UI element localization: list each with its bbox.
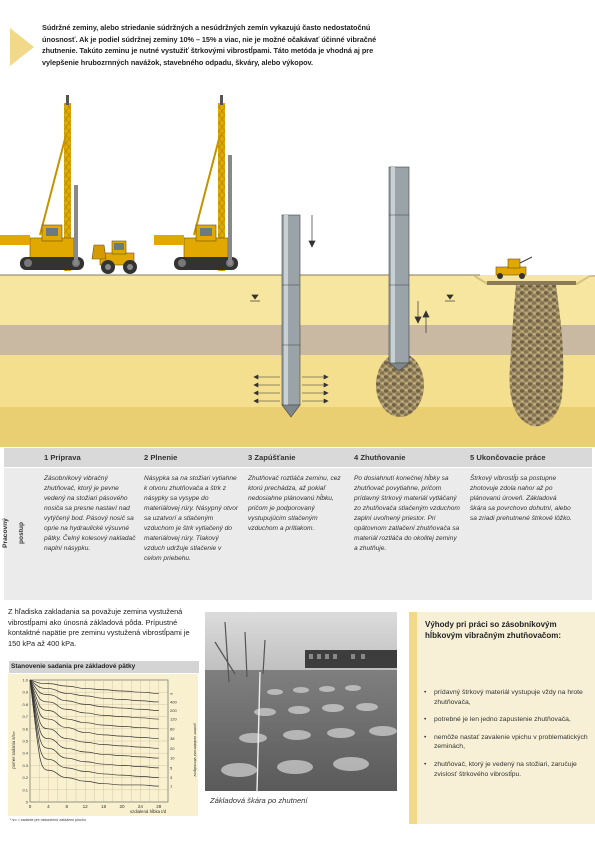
step-3-title: 3 Zapúšťanie xyxy=(248,453,296,462)
advantage-text: prídavný štrkový materiál vystupuje vždy na hrote zhutňovača, xyxy=(434,689,583,706)
foundation-paragraph: Z hľadiska zakladania sa považuje zemina vystužená vibrostĺpami ako únosná základová pôda. Prípustné kontaktné napätie pre zeminu vystužená vibrostĺpami je 150 kPa až 400 kPa. xyxy=(8,607,190,648)
chart-series-label: 3 xyxy=(170,775,173,781)
chart-x-axis-label: vzdialená hĺbka t/d xyxy=(129,809,167,814)
foundation-photo xyxy=(205,612,397,791)
chart-x-tick-label: 16 xyxy=(101,804,107,809)
chart-footnote: * s∞ = sadanie pre nekonečnú zaťaženú plochu xyxy=(10,818,86,822)
advantage-item xyxy=(424,760,592,779)
chart-y-tick-label: 0.4 xyxy=(22,750,28,756)
chart-x-tick-label: 8 xyxy=(65,804,69,809)
finished-gravel-columns xyxy=(510,285,564,426)
wheel-loader xyxy=(92,241,137,274)
intro-paragraph: Súdržné zeminy, alebo striedanie súdržných a nesúdržných zemín vykazujú často nedostatočnú únosnosť. Ak je podiel súdržnej zeminy 10% – 15% a viac, nie je možné očakávať účinné vibračné zhutnenie. Takúto zeminu je nutné vystužiť štrkovými vibrostĺpami. Táto metóda je vhodná aj pre vylepšenie hrubozrnných navážok, stavebného odpadu, škváry, alebo výkopov. xyxy=(42,23,377,67)
advantage-item xyxy=(424,715,592,725)
advantage-text: nemôže nastať zavalenie vpichu v problematických zeminách, xyxy=(434,733,588,751)
chart-series-label: 20 xyxy=(170,745,175,751)
chart-y-tick-label: 0.3 xyxy=(22,762,28,768)
step-2-text: Násypka sa na stožiari vytiahne k otvoru zhutňovača a štrk z násypky sa vysype do materiálovej rúry. Násypný otvor sa uzatvorí a stlačeným vzduchom je štrk vytlačený do materiálovej rúry. Tlakový vzduch udržuje stlačenie v celom priebehu. xyxy=(144,475,239,562)
chart-y-tick-label: 0.5 xyxy=(22,738,28,744)
bullet-icon: • xyxy=(424,733,427,741)
soil-layer-bottom xyxy=(0,407,595,447)
chart-series-label: 5 xyxy=(170,765,173,771)
step-2-title: 2 Plnenie xyxy=(144,453,178,462)
process-steps-panel xyxy=(4,448,592,600)
advantage-item xyxy=(424,733,592,752)
process-side-label xyxy=(2,468,25,598)
intro-arrow-icon xyxy=(10,28,34,66)
step-5-title: 5 Ukončovacie práce xyxy=(470,453,546,462)
advantages-title: Výhody pri práci so zásobníkovým hĺbkovým vibračným zhutňovačom: xyxy=(425,620,562,640)
bullet-icon: • xyxy=(424,716,427,724)
chart-x-tick-label: 12 xyxy=(82,804,88,809)
chart-series-label: ∞ xyxy=(170,690,173,696)
advantage-text: zhutňovač, ktorý je vedený na stožiari, zaručuje zvislosť štrkového vibrostĺpu. xyxy=(434,760,577,778)
chart-x-tick-label: 0 xyxy=(28,804,32,809)
chart-series-label: 1 xyxy=(170,783,173,789)
side-label-line-2: postup xyxy=(18,522,25,544)
advantages-accent-bar xyxy=(409,612,417,824)
side-label-line-1: Pracovný xyxy=(2,518,9,548)
chart-x-tick-label: 4 xyxy=(47,804,50,809)
photo-caption: Základová škára po zhutnení xyxy=(210,796,308,805)
chart-series-label: 200 xyxy=(170,708,177,713)
step-1-title: 1 Príprava xyxy=(44,453,81,462)
chart-series-label: 38 xyxy=(170,736,175,742)
chart-right-axis-label: pomer vzdialenosť vibrostĺpov xyxy=(193,723,198,777)
chart-y-tick-label: 0.7 xyxy=(22,714,28,720)
process-illustration xyxy=(0,95,595,447)
chart-y-axis-label: pomer sadania s/s∞ xyxy=(11,731,16,769)
bullet-icon: • xyxy=(424,689,427,696)
step-5-text: Štrkový vibrostĺp sa postupne zhotovuje zdola nahor až po plánovanú úroveň. Základová škára sa povrchovo dohutní, alebo sa zriadi prehutnené štrkové lôžko. xyxy=(470,475,572,522)
chart-series-label: 60 xyxy=(170,726,175,732)
advantage-text: potrebné je len jedno zapustenie zhutňovača, xyxy=(434,716,571,724)
crawler-rig-1 xyxy=(0,95,84,271)
chart-y-tick-label: 1.0 xyxy=(22,677,28,683)
chart-series-label: 120 xyxy=(170,716,177,722)
settlement-chart xyxy=(8,660,198,828)
advantages-list xyxy=(424,688,592,787)
chart-y-tick-label: 0 xyxy=(25,799,28,805)
chart-y-tick-label: 0.1 xyxy=(22,787,28,793)
step-4-text: Po dosiahnutí konečnej hĺbky sa zhutňovač povytiahne, pričom prídavný štrkový materiál vytláčaný zo zhutňovača stlačeným vzduchom zaplní uvoľnený priestor. Pri opätovnom zatlačení zhutňovača sa materiál roztláča do okolitej zeminy a zhutňuje. xyxy=(354,475,460,552)
step-4-title: 4 Zhutňovanie xyxy=(354,453,406,462)
chart-series-label: 10 xyxy=(170,755,175,761)
step-1-text: Zásobníkový vibračný zhutňovač, ktorý je pevne vedený na stožiari pásového nosiča sa presne nastaví nad vytýčený bod. Pásový nosič sa oprie na hydraulické výsuvné pätky. Čelný kolesový nakladač naplní násypku. xyxy=(44,475,136,552)
advantage-item xyxy=(424,688,592,707)
chart-x-tick-label: 28 xyxy=(156,804,162,809)
chart-y-tick-label: 0.9 xyxy=(22,689,28,695)
bullet-icon: • xyxy=(424,760,427,768)
chart-title: Stanovenie sadania pre základové pätky xyxy=(9,661,199,673)
chart-y-tick-label: 0.8 xyxy=(22,701,28,707)
chart-x-tick-label: 20 xyxy=(119,804,125,809)
chart-y-tick-label: 0.6 xyxy=(22,726,28,732)
crawler-rig-2 xyxy=(154,95,238,271)
chart-x-tick-label: 24 xyxy=(137,804,143,809)
chart-series-label: 400 xyxy=(170,699,177,705)
chart-y-tick-label: 0.2 xyxy=(22,775,28,781)
step-3-text: Zhutňovač roztláča zeminu, cez ktorú prechádza, až pokiaľ nedosiahne plánovanú hĺbku, pričom je podporovaný vystupujúcim stlačeným vzduchom a prítlakom. xyxy=(248,475,341,532)
